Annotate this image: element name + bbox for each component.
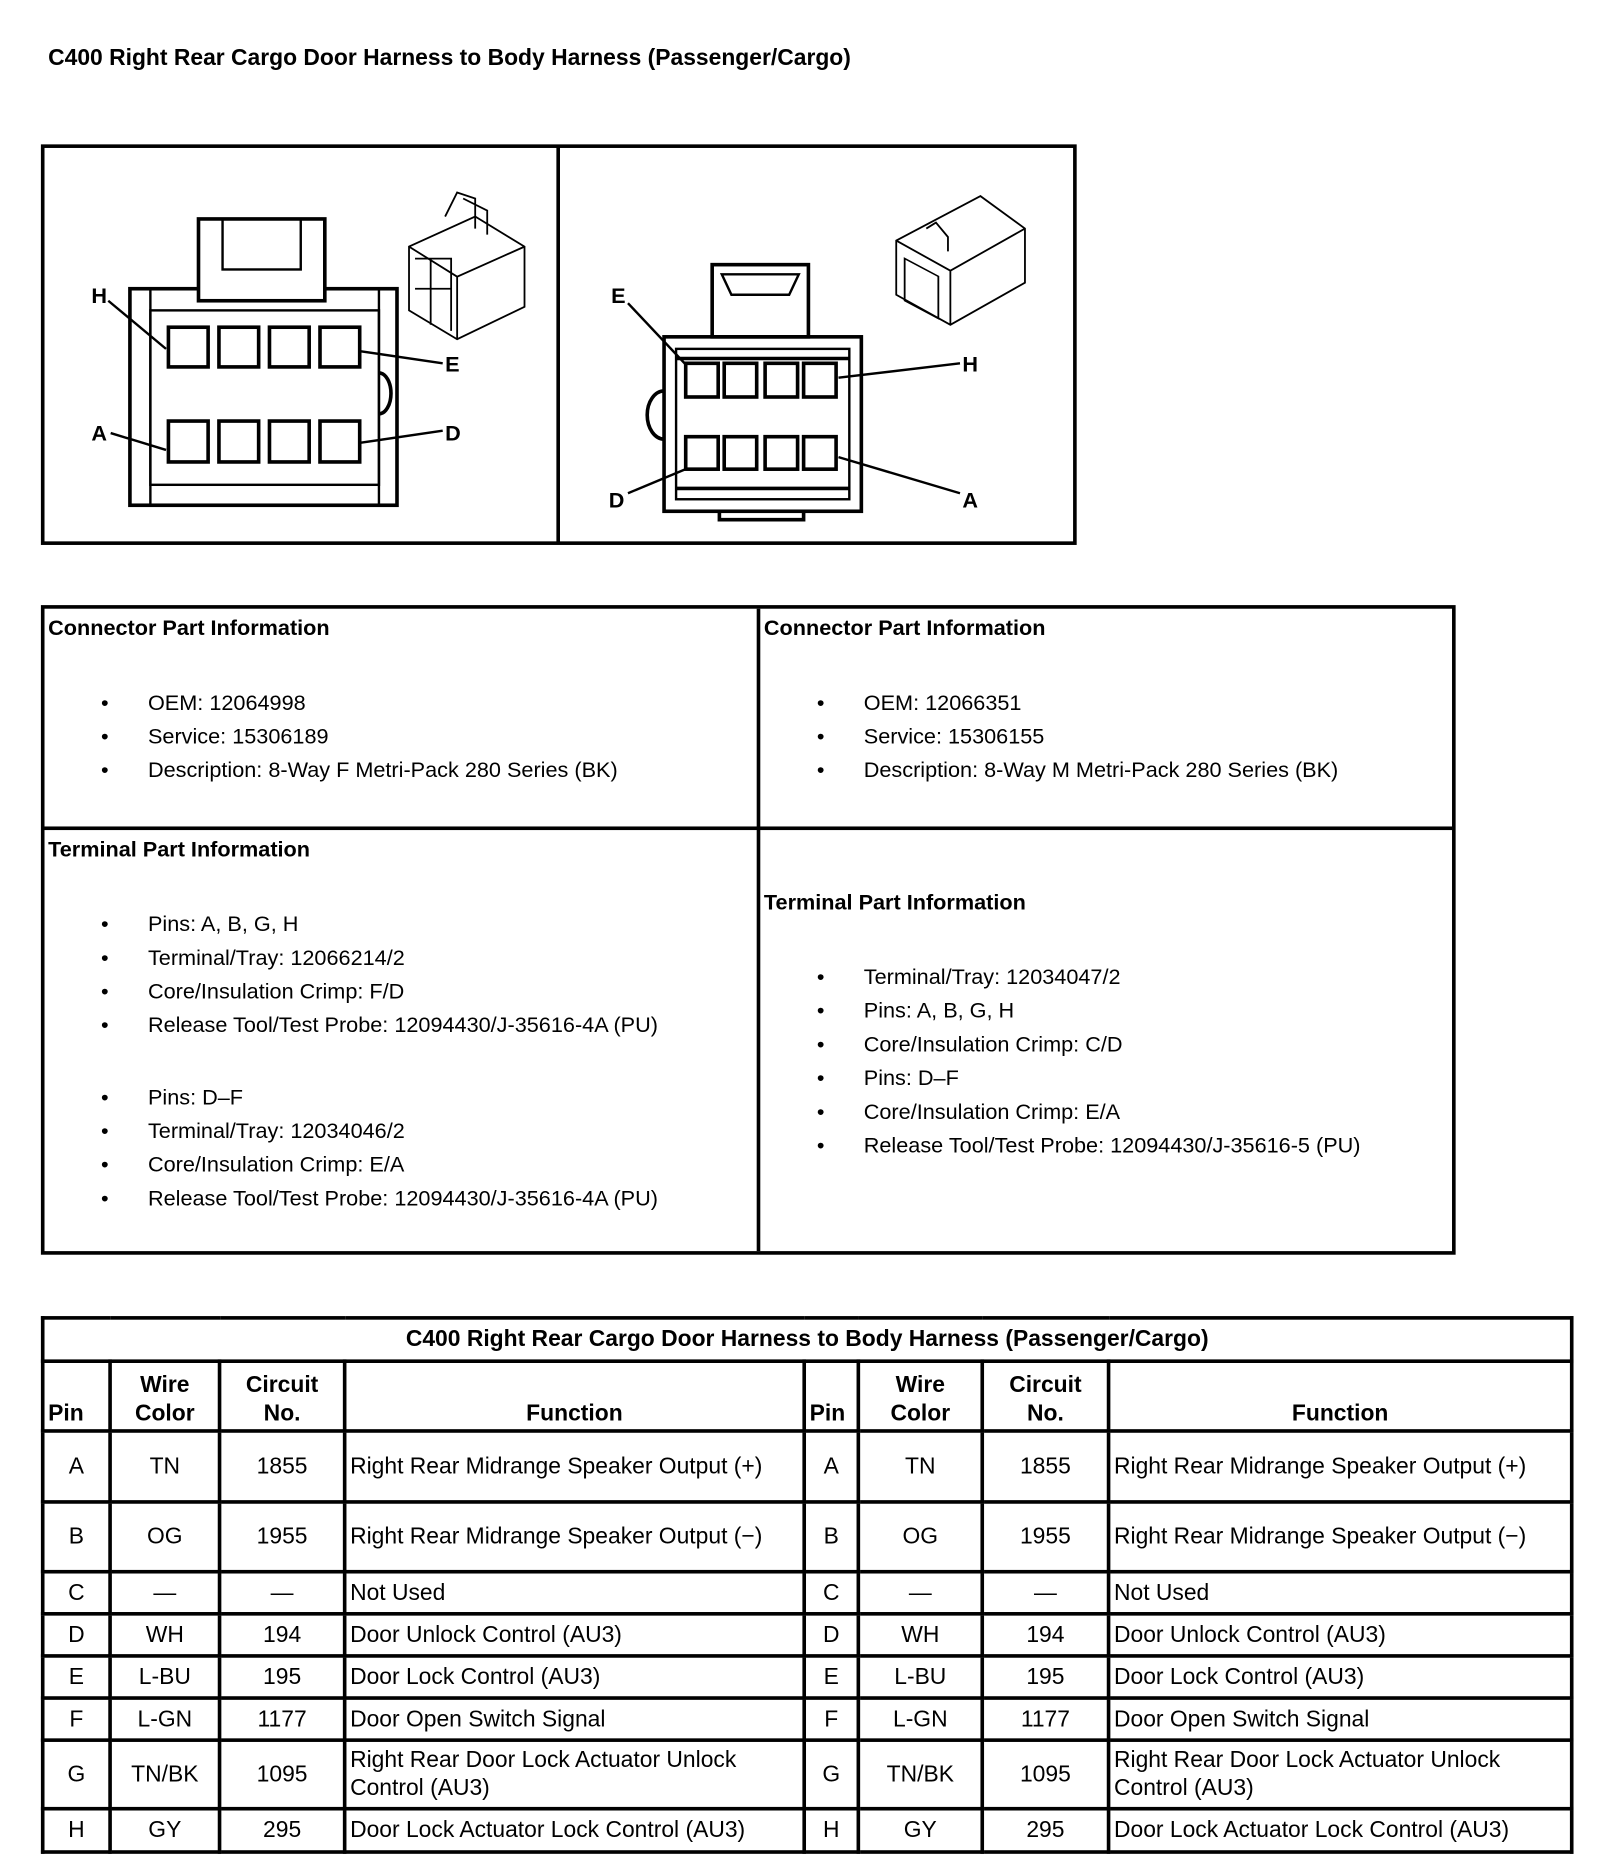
header-text: Wire	[140, 1372, 190, 1398]
header-function	[1109, 1361, 1572, 1431]
bullet-item: • Pins: D–F	[45, 1080, 658, 1114]
header-text: Color	[134, 1401, 195, 1427]
circuit-cell: 1855	[982, 1431, 1108, 1502]
bullet-item: • Core/Insulation Crimp: C/D	[760, 1027, 1360, 1061]
circuit-cell: 194	[982, 1614, 1108, 1656]
pin-cell: C	[804, 1572, 858, 1614]
header-text: Wire	[895, 1372, 945, 1398]
function-cell: Not Used	[345, 1572, 805, 1614]
page-title: C400 Right Rear Cargo Door Harness to Body Harness (Passenger/Cargo)	[48, 45, 851, 71]
terminal-info-list	[45, 907, 658, 1042]
circuit-cell: —	[220, 1572, 345, 1614]
pin-cell: E	[804, 1656, 858, 1698]
bullet-item: • Service: 15306189	[45, 719, 618, 753]
wire-color-cell: L-GN	[858, 1698, 982, 1740]
bullet-item: • OEM: 12066351	[760, 686, 1338, 720]
wire-color-cell: TN	[110, 1431, 219, 1502]
function-cell: Right Rear Door Lock Actuator Unlock Control (AU3)	[1109, 1740, 1572, 1809]
pinout-table	[41, 1316, 1574, 1854]
wire-color-cell: OG	[110, 1502, 219, 1572]
pin-cell: C	[43, 1572, 110, 1614]
header-pin	[43, 1361, 110, 1431]
pin-cell: D	[804, 1614, 858, 1656]
function-cell: Right Rear Door Lock Actuator Unlock Control (AU3)	[345, 1740, 805, 1809]
header-circuit-no	[220, 1361, 345, 1431]
bullet-item: • Description: 8-Way M Metri-Pack 280 Series (BK)	[760, 753, 1338, 787]
circuit-cell: 295	[982, 1809, 1108, 1852]
pin-cell: H	[43, 1809, 110, 1852]
wire-color-cell: —	[858, 1572, 982, 1614]
connector-info-list	[45, 686, 618, 787]
pin-cell: F	[43, 1698, 110, 1740]
bullet-item: • Release Tool/Test Probe: 12094430/J-35616-5 (PU)	[760, 1128, 1360, 1162]
table-row	[43, 1656, 1572, 1698]
pin-label-a: A	[91, 420, 108, 446]
female-connector-3d-icon	[409, 192, 524, 339]
bullet-item: • Core/Insulation Crimp: E/A	[45, 1148, 658, 1182]
header-function	[345, 1361, 805, 1431]
circuit-cell: 1955	[982, 1502, 1108, 1572]
pin-cell: D	[43, 1614, 110, 1656]
pin-cell: B	[43, 1502, 110, 1572]
pin-cell: H	[804, 1809, 858, 1852]
table-header-row	[43, 1361, 1572, 1431]
circuit-cell: 1095	[220, 1740, 345, 1809]
terminal-info-header: Terminal Part Information	[48, 837, 311, 862]
function-cell: Right Rear Midrange Speaker Output (−)	[345, 1502, 805, 1572]
connector-info-header: Connector Part Information	[48, 615, 330, 640]
table-title: C400 Right Rear Cargo Door Harness to Body Harness (Passenger/Cargo)	[43, 1318, 1572, 1361]
circuit-cell: 1177	[982, 1698, 1108, 1740]
wire-color-cell: TN/BK	[858, 1740, 982, 1809]
pin-label-d: D	[445, 420, 461, 446]
wire-color-cell: TN/BK	[110, 1740, 219, 1809]
function-cell: Right Rear Midrange Speaker Output (+)	[1109, 1431, 1572, 1502]
pin-cell: A	[804, 1431, 858, 1502]
connector-diagrams	[0, 0, 1600, 565]
pin-cell: F	[804, 1698, 858, 1740]
wire-color-cell: L-BU	[858, 1656, 982, 1698]
wire-color-cell: GY	[858, 1809, 982, 1852]
function-cell: Right Rear Midrange Speaker Output (−)	[1109, 1502, 1572, 1572]
function-cell: Door Lock Control (AU3)	[1109, 1656, 1572, 1698]
table-row	[43, 1572, 1572, 1614]
pin-cell: B	[804, 1502, 858, 1572]
header-wire-color	[110, 1361, 219, 1431]
table-row	[43, 1502, 1572, 1572]
function-cell: Door Lock Actuator Lock Control (AU3)	[1109, 1809, 1572, 1852]
header-text: Function	[526, 1401, 623, 1427]
table-row	[43, 1740, 1572, 1809]
function-cell: Door Open Switch Signal	[345, 1698, 805, 1740]
female-connector-face	[108, 219, 442, 505]
pin-label-e: E	[445, 351, 460, 377]
header-text: Circuit	[245, 1372, 319, 1398]
bullet-item: • Pins: A, B, G, H	[760, 994, 1360, 1028]
wire-color-cell: TN	[858, 1431, 982, 1502]
circuit-cell: 194	[220, 1614, 345, 1656]
pin-label-e: E	[611, 283, 626, 309]
header-text: Circuit	[1009, 1372, 1082, 1398]
table-row	[43, 1698, 1572, 1740]
header-wire-color	[858, 1361, 982, 1431]
pin-label-a: A	[962, 487, 979, 513]
bullet-item: • Core/Insulation Crimp: F/D	[45, 974, 658, 1008]
circuit-cell: 195	[220, 1656, 345, 1698]
header-pin	[804, 1361, 858, 1431]
bullet-item: • Pins: A, B, G, H	[45, 907, 658, 941]
bullet-item: • Terminal/Tray: 12066214/2	[45, 941, 658, 975]
function-cell: Door Unlock Control (AU3)	[345, 1614, 805, 1656]
pin-label-h: H	[91, 283, 108, 309]
circuit-cell: 1955	[220, 1502, 345, 1572]
wire-color-cell: —	[110, 1572, 219, 1614]
bullet-item: • Pins: D–F	[760, 1061, 1360, 1095]
connector-info-list	[760, 686, 1338, 787]
terminal-info-header: Terminal Part Information	[763, 890, 1026, 915]
function-cell: Door Lock Control (AU3)	[345, 1656, 805, 1698]
function-cell: Door Lock Actuator Lock Control (AU3)	[345, 1809, 805, 1852]
bullet-item: • Release Tool/Test Probe: 12094430/J-35616-4A (PU)	[45, 1008, 658, 1042]
pin-label-d: D	[608, 487, 625, 513]
bullet-item: • Terminal/Tray: 12034046/2	[45, 1114, 658, 1148]
pin-cell: G	[804, 1740, 858, 1809]
function-cell: Right Rear Midrange Speaker Output (+)	[345, 1431, 805, 1502]
bullet-item: • Description: 8-Way F Metri-Pack 280 Series (BK)	[45, 753, 618, 787]
table-row	[43, 1614, 1572, 1656]
wire-color-cell: WH	[858, 1614, 982, 1656]
male-connector-3d-icon	[896, 196, 1025, 325]
terminal-info-list	[760, 960, 1360, 1162]
pin-cell: G	[43, 1740, 110, 1809]
pin-cell: E	[43, 1656, 110, 1698]
header-text: No.	[1026, 1401, 1064, 1427]
wire-color-cell: L-GN	[110, 1698, 219, 1740]
table-row	[43, 1809, 1572, 1852]
table-row	[43, 1431, 1572, 1502]
circuit-cell: 1177	[220, 1698, 345, 1740]
bullet-item: • Terminal/Tray: 12034047/2	[760, 960, 1360, 994]
connector-info-header: Connector Part Information	[763, 615, 1046, 640]
header-text: Pin	[48, 1401, 84, 1427]
wire-color-cell: L-BU	[110, 1656, 219, 1698]
row-divider	[45, 826, 1453, 830]
circuit-cell: 1855	[220, 1431, 345, 1502]
bullet-item: • OEM: 12064998	[45, 686, 618, 720]
pin-cell: A	[43, 1431, 110, 1502]
part-information-table	[41, 605, 1456, 1255]
bullet-item: • Core/Insulation Crimp: E/A	[760, 1095, 1360, 1129]
wire-color-cell: OG	[858, 1502, 982, 1572]
header-text: No.	[263, 1401, 301, 1427]
header-text: Pin	[809, 1401, 846, 1427]
header-text: Color	[890, 1401, 951, 1427]
circuit-cell: 195	[982, 1656, 1108, 1698]
function-cell: Door Open Switch Signal	[1109, 1698, 1572, 1740]
terminal-info-list	[45, 1080, 658, 1215]
circuit-cell: 1095	[982, 1740, 1108, 1809]
header-text: Function	[1291, 1401, 1389, 1427]
function-cell: Not Used	[1109, 1572, 1572, 1614]
function-cell: Door Unlock Control (AU3)	[1109, 1614, 1572, 1656]
bullet-item: • Service: 15306155	[760, 719, 1338, 753]
bullet-item: • Release Tool/Test Probe: 12094430/J-35616-4A (PU)	[45, 1181, 658, 1215]
circuit-cell: —	[982, 1572, 1108, 1614]
wire-color-cell: GY	[110, 1809, 219, 1852]
circuit-cell: 295	[220, 1809, 345, 1852]
header-circuit-no	[982, 1361, 1108, 1431]
wire-color-cell: WH	[110, 1614, 219, 1656]
pin-label-h: H	[962, 351, 979, 377]
